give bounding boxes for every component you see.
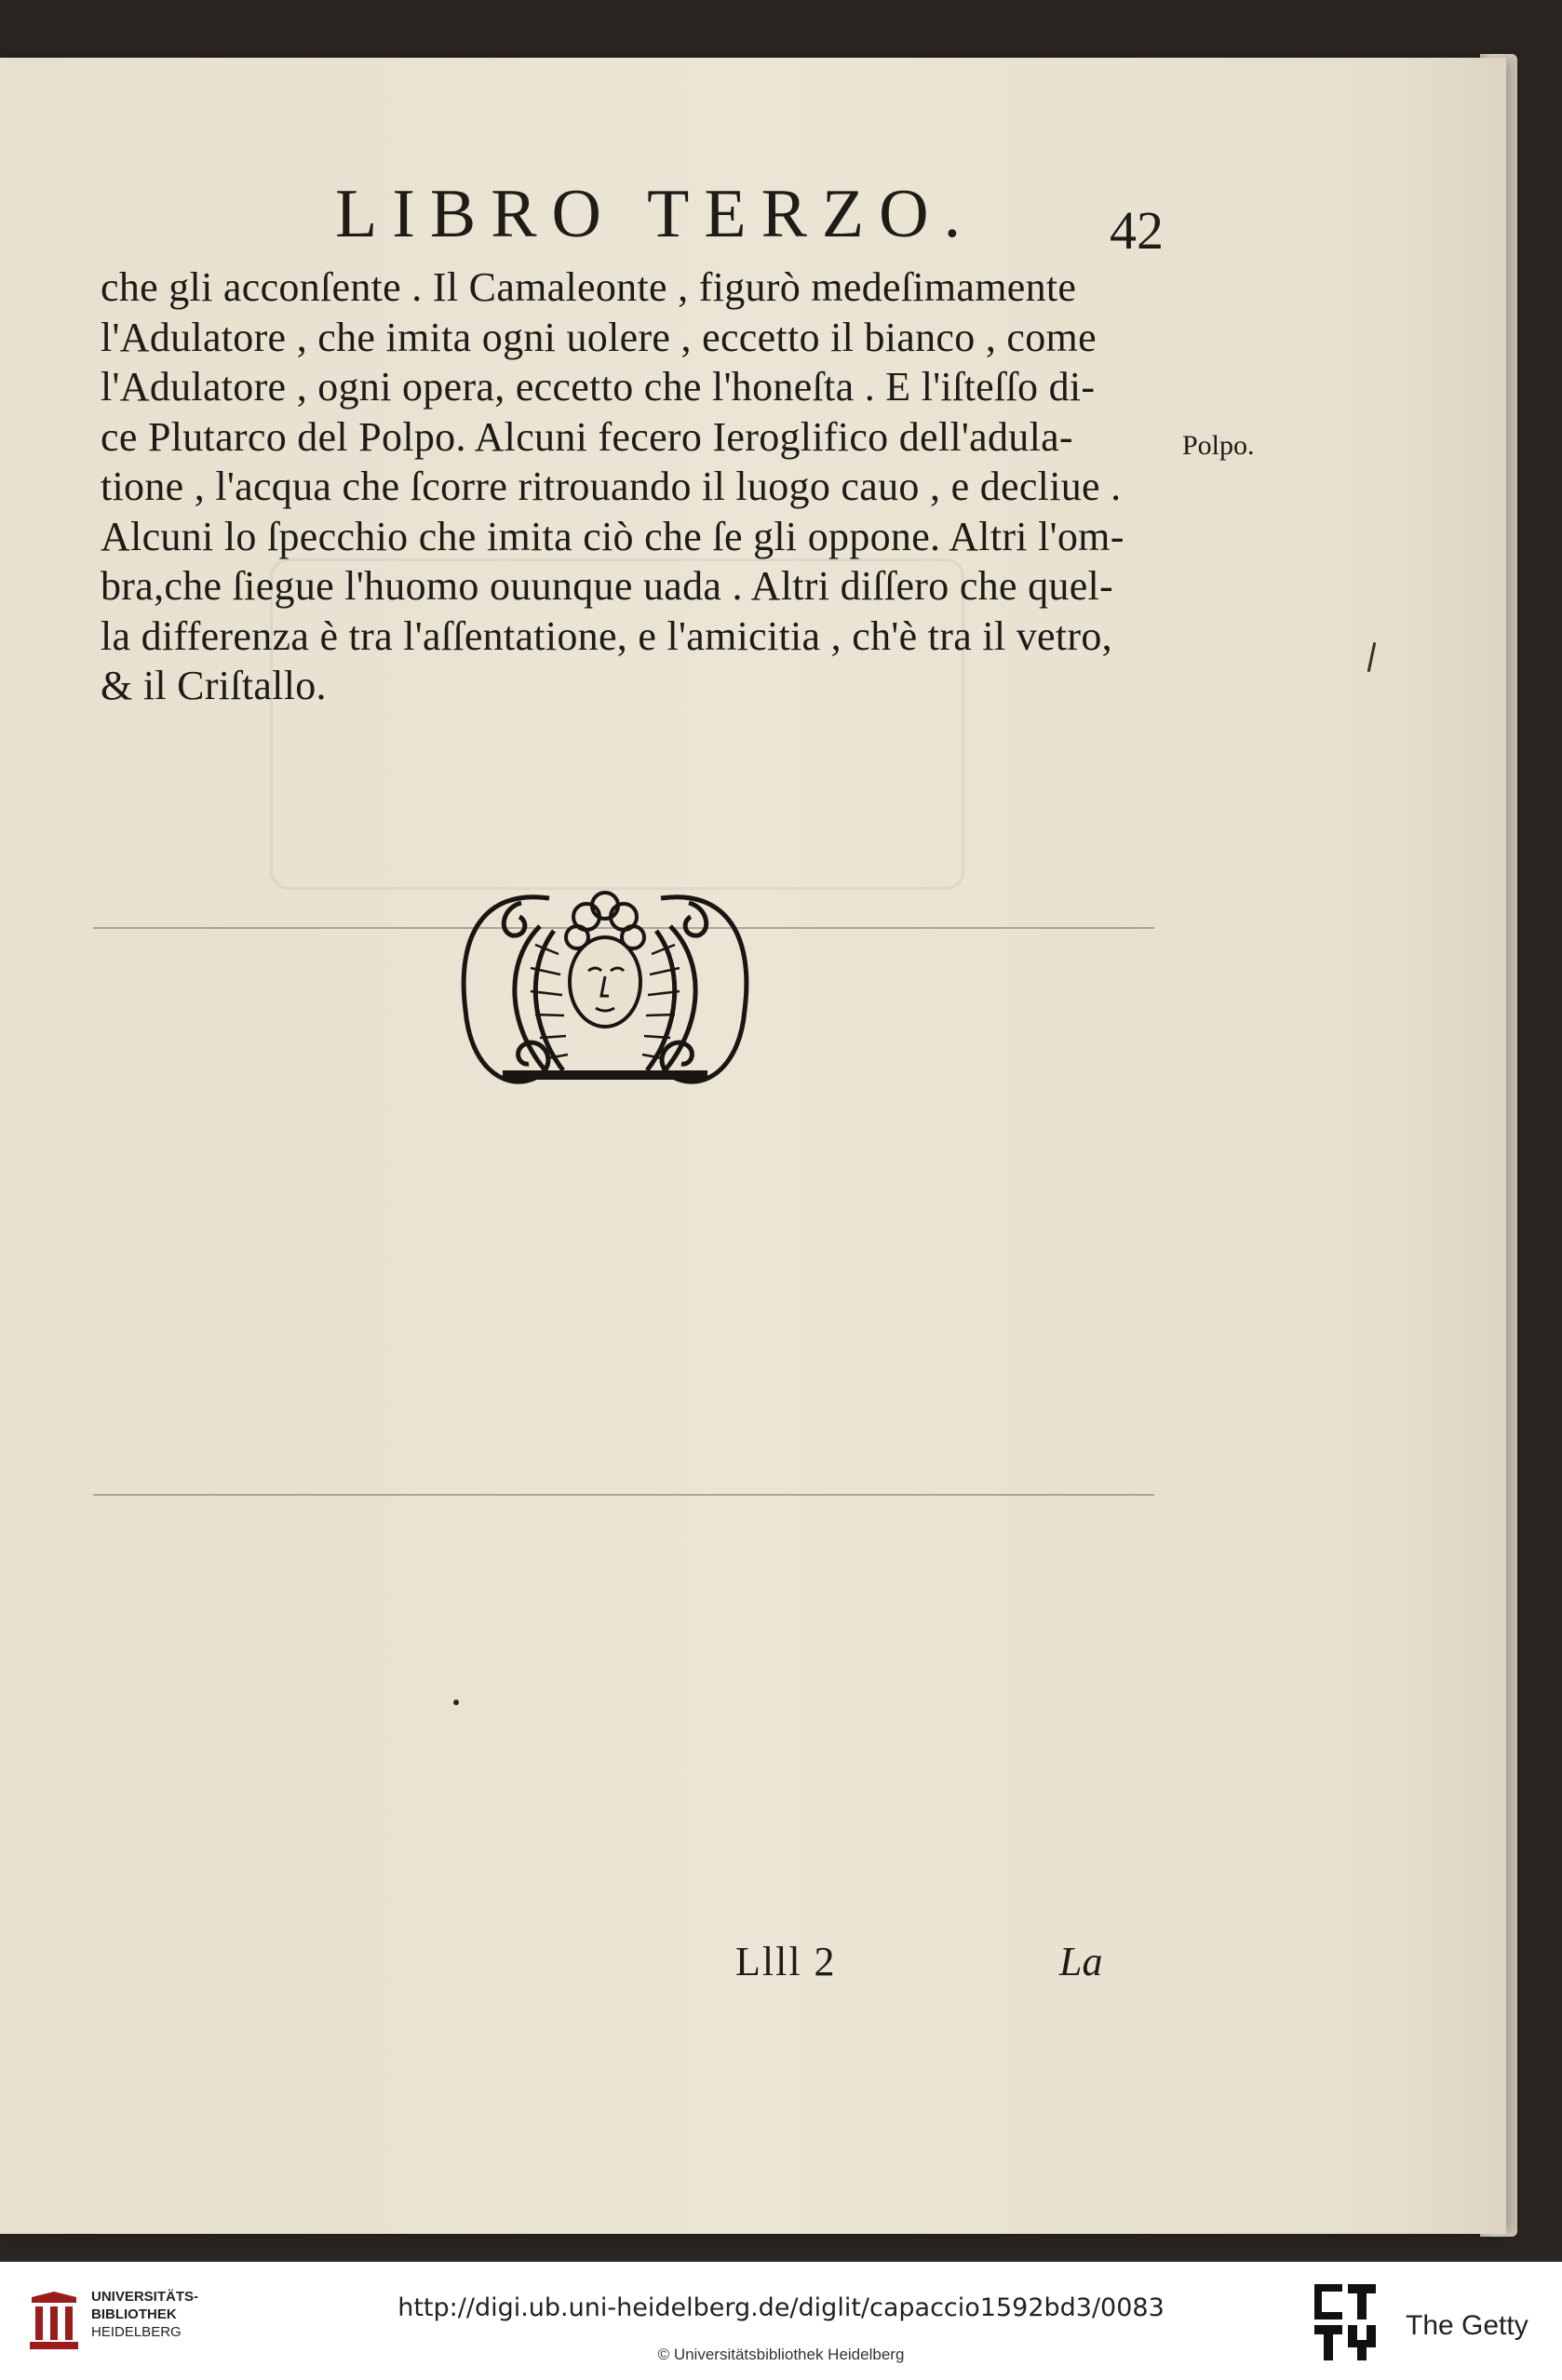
library-name-line: BIBLIOTHEK [91, 2306, 177, 2322]
show-through-rule [93, 1494, 1154, 1496]
text-line: Alcuni lo ſpecchio che imita ciò che ſe gli oppone. Altri l'om- [101, 513, 1124, 559]
running-head: LIBRO TERZO. [335, 176, 976, 252]
text-line: l'Adulatore , che imita ogni uolere , eccetto il bianco , come [101, 314, 1097, 360]
winged-cherub-head-icon [447, 880, 763, 1112]
text-line: che gli acconſente . Il Camaleonte , figurò medeſimamente [101, 264, 1077, 310]
text-line: & il Criſtallo. [101, 663, 327, 708]
getty-logo-icon[interactable] [1313, 2282, 1378, 2362]
signature-mark: Llll 2 [735, 1939, 837, 1984]
library-name-line: UNIVERSITÄTS- [91, 2289, 199, 2305]
text-line: bra,che ſiegue l'huomo ouunque uada . Altri diſſero che quel- [101, 563, 1114, 609]
permalink-url[interactable]: http://digi.ub.uni-heidelberg.de/diglit/capaccio1592bd3/0083 [397, 2293, 1165, 2322]
copyright-notice: © Universitätsbibliothek Heidelberg [657, 2346, 905, 2363]
body-text [101, 262, 1171, 711]
catchword: La [1059, 1939, 1103, 1984]
page-number: 42 [1110, 200, 1164, 261]
text-line: l'Adulatore , ogni opera, eccetto che l'honeſta . E l'iſteſſo di- [101, 364, 1096, 410]
library-name [91, 2288, 198, 2341]
ink-spot [453, 1700, 459, 1705]
text-line: la differenza è tra l'aſſentatione, e l'amicitia , ch'è tra il vetro, [101, 612, 1112, 659]
library-name-line: HEIDELBERG [91, 2324, 182, 2340]
getty-label: The Getty [1406, 2310, 1528, 2341]
viewer-footer [0, 2262, 1562, 2380]
text-line: ce Plutarco del Polpo. Alcuni fecero Ieroglifico dell'adula- [101, 413, 1073, 460]
margin-note: Polpo. [1182, 430, 1255, 461]
text-line: tione , l'acqua che ſcorre ritrouando il luogo cauo , e decliue . [101, 464, 1122, 509]
ub-heidelberg-logo-icon[interactable] [26, 2290, 82, 2351]
